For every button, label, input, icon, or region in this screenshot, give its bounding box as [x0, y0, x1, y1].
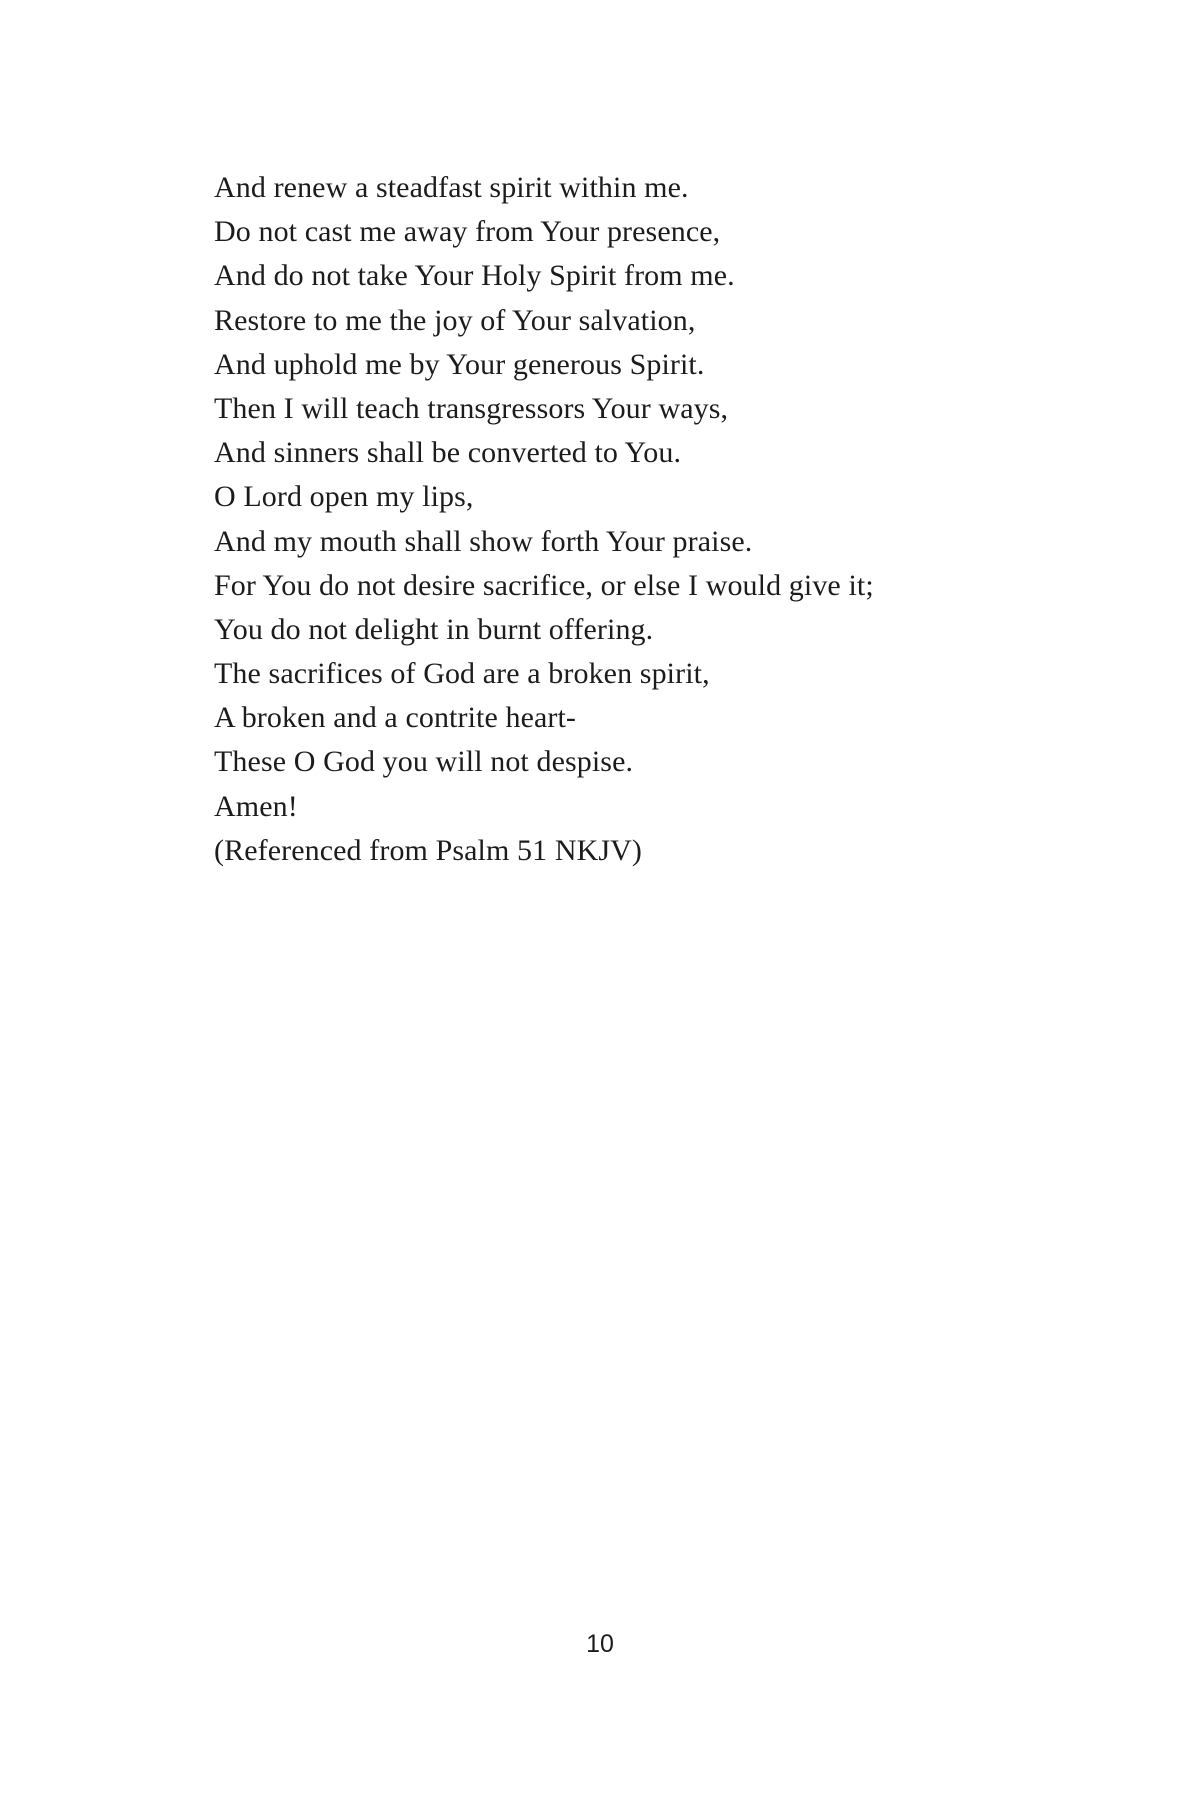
poem-line: O Lord open my lips,	[214, 480, 474, 514]
poem-line: And renew a steadfast spirit within me.	[214, 171, 689, 204]
poem-line: The sacrifices of God are a broken spirit,	[214, 657, 710, 691]
poem-line: And uphold me by Your generous Spirit.	[214, 347, 705, 381]
poem-line: Do not cast me away from Your presence,	[214, 215, 721, 249]
poem-line: Restore to me the joy of Your salvation,	[214, 303, 696, 337]
poem-line: For You do not desire sacrifice, or else I would give it;	[214, 568, 874, 602]
poem-line: Then I will teach transgressors Your ways,	[214, 391, 729, 425]
scripture-reference: (Referenced from Psalm 51 NKJV)	[214, 833, 642, 867]
psalm-text-block	[214, 166, 1114, 873]
poem-line: You do not delight in burnt offering.	[214, 612, 654, 646]
poem-line: And sinners shall be converted to You.	[214, 436, 682, 470]
page-number: 10	[586, 1630, 614, 1658]
amen-line: Amen!	[214, 789, 298, 823]
poem-line: And my mouth shall show forth Your praise.	[214, 524, 753, 558]
poem-line: A broken and a contrite heart-	[214, 701, 577, 735]
poem-line: And do not take Your Holy Spirit from me.	[214, 259, 735, 293]
poem-line: These O God you will not despise.	[214, 745, 634, 779]
